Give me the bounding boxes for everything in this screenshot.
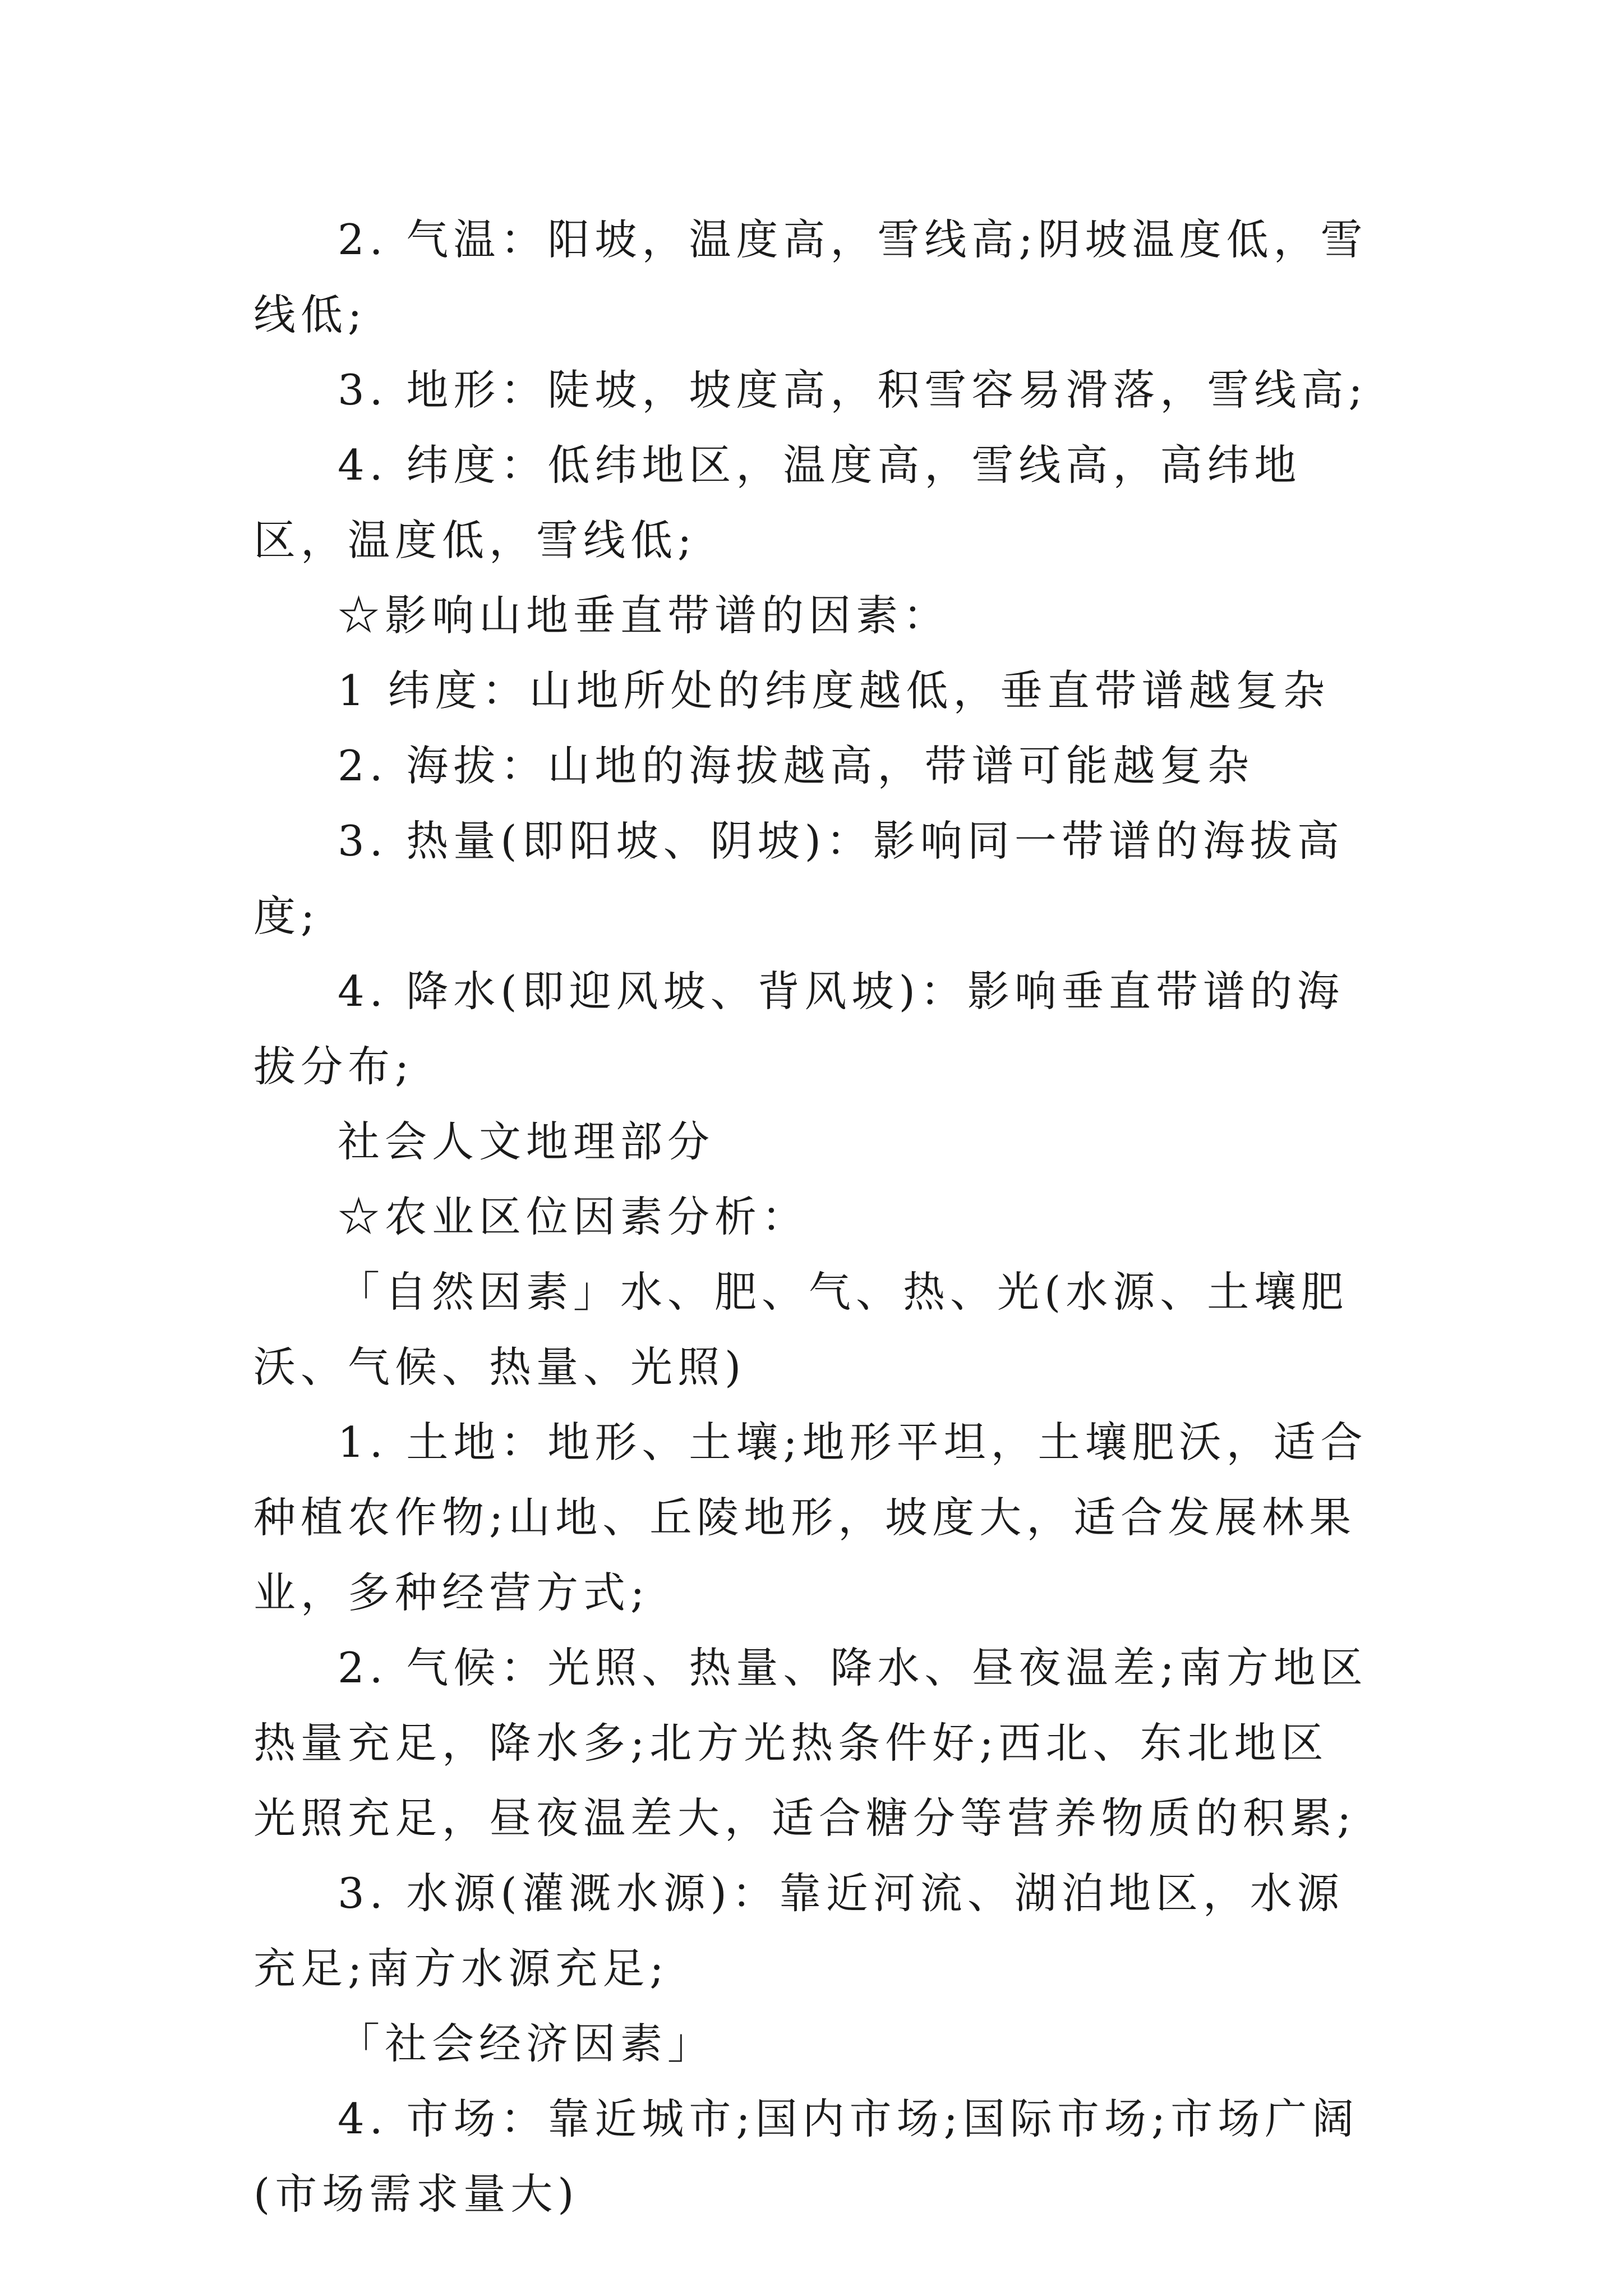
document-body [253,202,1375,2231]
paragraph-zonation-precipitation: 4. 降水(即迎风坡、背风坡)：影响垂直带谱的海拔分布; [253,967,1344,1091]
heading-socioeconomic-factors: 「社会经济因素」 [338,2019,715,2068]
heading-vertical-zonation-factors: ☆影响山地垂直带谱的因素： [338,591,951,640]
paragraph-water-source: 3. 水源(灌溉水源)：靠近河流、湖泊地区，水源充足;南方水源充足; [253,1869,1344,1993]
paragraph-latitude: 4. 纬度：低纬地区，温度高，雪线高，高纬地区，温度低，雪线低; [253,440,1302,565]
paragraph-climate: 2. 气候：光照、热量、降水、昼夜温差;南方地区热量充足，降水多;北方光热条件好;西北、东北地区光照充足，昼夜温差大，适合糖分等营养物质的积累; [253,1643,1368,1843]
paragraph-land: 1. 土地：地形、土壤;地形平坦，土壤肥沃，适合种植农作物;山地、丘陵地形，坡度大，适合发展林果业，多种经营方式; [253,1418,1368,1617]
paragraph-temperature: 2. 气温：阳坡，温度高，雪线高;阴坡温度低，雪线低; [253,215,1368,339]
paragraph-market: 4. 市场：靠近城市;国内市场;国际市场;市场广阔(市场需求量大) [253,2094,1359,2219]
paragraph-zonation-altitude: 2. 海拔：山地的海拔越高，带谱可能越复杂 [338,741,1255,790]
paragraph-zonation-heat: 3. 热量(即阳坡、阴坡)：影响同一带谱的海拔高度; [253,816,1344,941]
paragraph-natural-factors: 「自然因素」水、肥、气、热、光(水源、土壤肥沃、气候、热量、光照) [253,1267,1349,1392]
paragraph-terrain: 3. 地形：陡坡，坡度高，积雪容易滑落，雪线高; [338,365,1368,415]
paragraph-zonation-latitude: 1 纬度：山地所处的纬度越低，垂直带谱越复杂 [338,666,1330,715]
section-title-human-geography: 社会人文地理部分 [338,1117,715,1166]
heading-agriculture-location-factors: ☆农业区位因素分析： [338,1192,809,1241]
